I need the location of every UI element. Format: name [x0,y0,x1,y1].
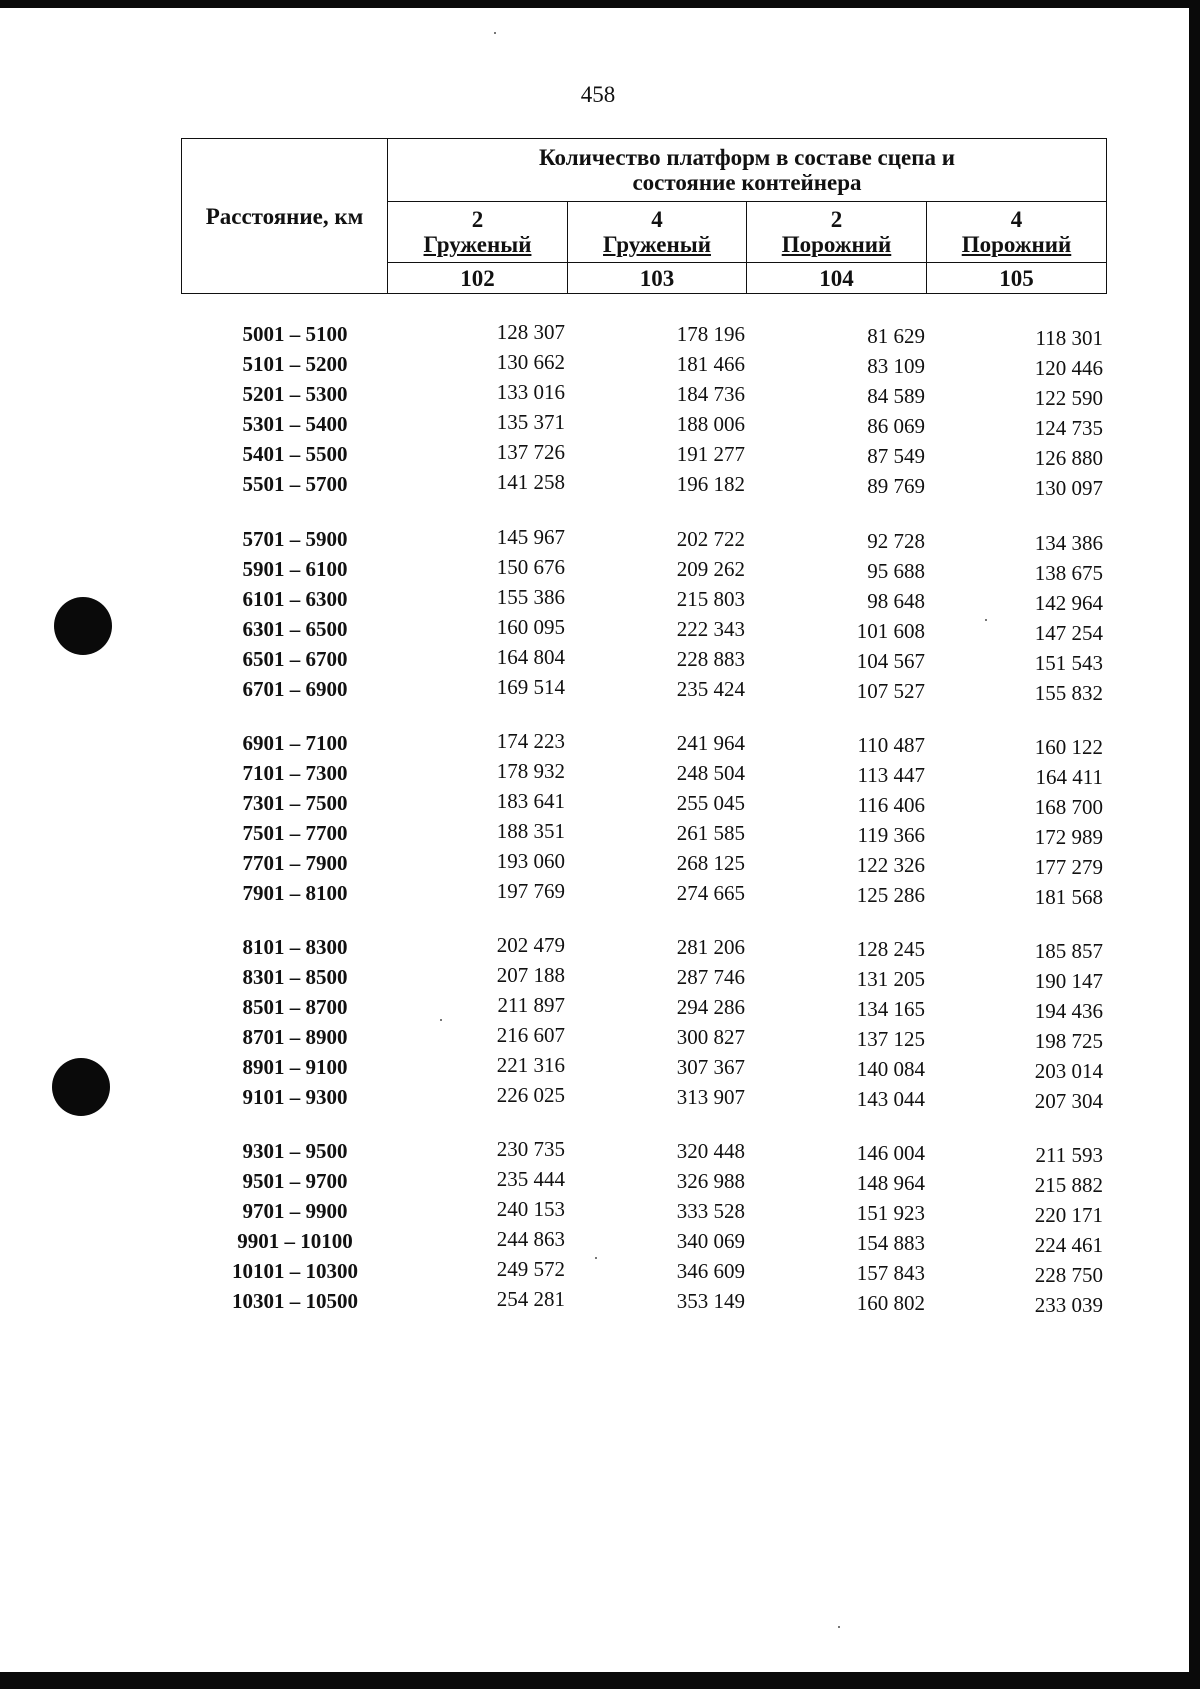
distance-range: 8901 – 9100 [242,1055,348,1079]
table-row [0,615,1189,643]
tariff-value-104: 98 648 [867,589,925,613]
table-row [0,525,1189,553]
distance-range: 5701 – 5900 [242,527,348,551]
tariff-value-105: 155 832 [1034,681,1103,705]
platform-count: 2 [830,207,843,232]
tariff-value-104: 87 549 [867,444,925,468]
tariff-value-105: 151 543 [1034,651,1103,675]
tariff-value-103: 294 286 [676,995,745,1019]
tariff-value-103: 326 988 [676,1169,745,1193]
tariff-value-104: 81 629 [867,324,925,348]
table-row [0,729,1189,757]
tariff-value-103: 255 045 [676,791,745,815]
tariff-value-105: 233 039 [1034,1293,1103,1317]
tariff-value-104: 154 883 [856,1231,925,1255]
column-code-105: 105 [927,263,1107,294]
distance-range: 8501 – 8700 [242,995,348,1019]
tariff-value-105: 130 097 [1034,476,1103,500]
tariff-value-102: 130 662 [496,350,565,374]
tariff-value-103: 274 665 [676,881,745,905]
table-row [0,470,1189,498]
platform-count: 4 [651,207,663,232]
tariff-value-105: 194 436 [1034,999,1103,1023]
distance-range: 5101 – 5200 [242,352,348,376]
tariff-value-103: 300 827 [676,1025,745,1049]
scan-speck [985,619,987,621]
table-row [0,350,1189,378]
table-row [0,1137,1189,1165]
tariff-value-105: 134 386 [1034,531,1103,555]
tariff-value-104: 140 084 [856,1057,925,1081]
punch-hole [52,1058,110,1116]
tariff-value-102: 240 153 [496,1197,565,1221]
punch-hole [54,597,112,655]
tariff-value-102: 216 607 [496,1023,565,1047]
distance-range: 6501 – 6700 [242,647,348,671]
tariff-value-103: 241 964 [676,731,745,755]
tariff-value-103: 248 504 [676,761,745,785]
tariff-value-102: 145 967 [496,525,565,549]
tariff-value-104: 83 109 [867,354,925,378]
table-row [0,1287,1189,1315]
distance-range: 7101 – 7300 [242,761,348,785]
tariff-value-103: 307 367 [676,1055,745,1079]
tariff-value-105: 168 700 [1034,795,1103,819]
tariff-value-102: 174 223 [496,729,565,753]
tariff-value-104: 122 326 [856,853,925,877]
tariff-value-104: 84 589 [867,384,925,408]
distance-range: 7701 – 7900 [242,851,348,875]
table-row [0,1167,1189,1195]
tariff-value-102: 128 307 [496,320,565,344]
tariff-value-103: 181 466 [676,352,745,376]
tariff-value-105: 172 989 [1034,825,1103,849]
tariff-value-104: 160 802 [856,1291,925,1315]
distance-range: 8301 – 8500 [242,965,348,989]
distance-range: 5901 – 6100 [242,557,348,581]
table-row [0,440,1189,468]
tariff-rows [0,8,1189,1672]
column-code-104: 104 [747,263,927,294]
table-row [0,993,1189,1021]
tariff-value-105: 120 446 [1034,356,1103,380]
tariff-value-102: 197 769 [496,879,565,903]
tariff-value-102: 193 060 [496,849,565,873]
table-row [0,1083,1189,1111]
tariff-value-102: 183 641 [496,789,565,813]
tariff-value-105: 147 254 [1034,621,1103,645]
table-row [0,963,1189,991]
distance-range: 9101 – 9300 [242,1085,348,1109]
tariff-value-105: 124 735 [1034,416,1103,440]
tariff-value-102: 160 095 [496,615,565,639]
tariff-value-104: 131 205 [856,967,925,991]
container-state: Груженый [423,232,532,257]
distance-range: 7901 – 8100 [242,881,348,905]
distance-range: 5301 – 5400 [242,412,348,436]
tariff-value-105: 118 301 [1035,326,1103,350]
tariff-value-104: 86 069 [867,414,925,438]
tariff-value-103: 281 206 [676,935,745,959]
tariff-value-104: 128 245 [856,937,925,961]
tariff-value-105: 198 725 [1034,1029,1103,1053]
distance-range: 8701 – 8900 [242,1025,348,1049]
tariff-value-102: 150 676 [496,555,565,579]
tariff-value-104: 95 688 [867,559,925,583]
tariff-value-103: 222 343 [676,617,745,641]
tariff-value-104: 134 165 [856,997,925,1021]
tariff-value-102: 226 025 [496,1083,565,1107]
table-row [0,1227,1189,1255]
container-state: Груженый [603,232,711,257]
tariff-value-103: 353 149 [676,1289,745,1313]
tariff-value-104: 151 923 [856,1201,925,1225]
tariff-value-102: 155 386 [496,585,565,609]
tariff-value-105: 228 750 [1034,1263,1103,1287]
table-row [0,933,1189,961]
table-row [0,380,1189,408]
tariff-value-102: 178 932 [496,759,565,783]
tariff-value-103: 287 746 [676,965,745,989]
container-state: Порожний [781,232,892,257]
platform-group-title: Количество платформ в составе сцепа и состояние контейнера [388,139,1107,202]
table-row [0,1023,1189,1051]
tariff-value-105: 177 279 [1034,855,1103,879]
container-state: Порожний [961,232,1072,257]
tariff-value-105: 224 461 [1034,1233,1103,1257]
table-row [0,879,1189,907]
column-code-102: 102 [388,263,568,294]
tariff-value-104: 113 447 [857,763,925,787]
tariff-value-104: 110 487 [857,733,925,757]
distance-range: 7301 – 7500 [242,791,348,815]
tariff-value-103: 340 069 [676,1229,745,1253]
tariff-value-105: 220 171 [1034,1203,1103,1227]
table-row [0,320,1189,348]
tariff-value-102: 141 258 [496,470,565,494]
tariff-value-104: 89 769 [867,474,925,498]
tariff-value-104: 119 366 [857,823,925,847]
tariff-value-104: 143 044 [856,1087,925,1111]
tariff-value-102: 133 016 [496,380,565,404]
tariff-value-105: 138 675 [1034,561,1103,585]
tariff-value-102: 188 351 [496,819,565,843]
tariff-value-104: 116 406 [857,793,925,817]
tariff-value-103: 333 528 [676,1199,745,1223]
distance-range: 10101 – 10300 [232,1259,358,1283]
tariff-value-105: 203 014 [1034,1059,1103,1083]
tariff-value-105: 164 411 [1035,765,1103,789]
tariff-value-103: 202 722 [676,527,745,551]
tariff-value-105: 185 857 [1034,939,1103,963]
tariff-value-102: 211 897 [497,993,565,1017]
tariff-value-104: 157 843 [856,1261,925,1285]
distance-range: 6901 – 7100 [242,731,348,755]
scan-speck [440,1019,442,1021]
tariff-value-104: 148 964 [856,1171,925,1195]
table-row [0,645,1189,673]
tariff-value-104: 101 608 [856,619,925,643]
tariff-value-102: 244 863 [496,1227,565,1251]
page-number: 458 [580,82,616,107]
scanned-page [0,8,1189,1672]
table-row [0,759,1189,787]
tariff-value-103: 346 609 [676,1259,745,1283]
tariff-value-103: 228 883 [676,647,745,671]
tariff-value-102: 254 281 [496,1287,565,1311]
tariff-value-103: 209 262 [676,557,745,581]
distance-column-header: Расстояние, км [182,139,388,294]
table-row [0,849,1189,877]
table-row [0,789,1189,817]
distance-range: 5001 – 5100 [242,322,348,346]
tariff-value-102: 137 726 [496,440,565,464]
distance-range: 6701 – 6900 [242,677,348,701]
tariff-value-104: 146 004 [856,1141,925,1165]
distance-range: 5201 – 5300 [242,382,348,406]
tariff-value-103: 178 196 [676,322,745,346]
tariff-value-102: 235 444 [496,1167,565,1191]
tariff-value-105: 207 304 [1034,1089,1103,1113]
platform-count: 2 [471,207,484,232]
table-row [0,675,1189,703]
tariff-value-104: 92 728 [867,529,925,553]
tariff-value-103: 184 736 [676,382,745,406]
distance-range: 10301 – 10500 [232,1289,358,1313]
tariff-value-105: 190 147 [1034,969,1103,993]
tariff-value-105: 215 882 [1034,1173,1103,1197]
distance-range: 6301 – 6500 [242,617,348,641]
tariff-value-103: 188 006 [676,412,745,436]
scan-speck [595,1257,597,1259]
tariff-value-102: 202 479 [496,933,565,957]
tariff-value-104: 107 527 [856,679,925,703]
tariff-value-103: 215 803 [676,587,745,611]
platform-count: 4 [1010,207,1023,232]
tariff-value-103: 313 907 [676,1085,745,1109]
tariff-value-103: 196 182 [676,472,745,496]
tariff-value-104: 137 125 [856,1027,925,1051]
table-row [0,819,1189,847]
tariff-value-103: 191 277 [676,442,745,466]
tariff-value-102: 169 514 [496,675,565,699]
tariff-value-105: 122 590 [1034,386,1103,410]
tariff-value-104: 104 567 [856,649,925,673]
tariff-value-105: 126 880 [1034,446,1103,470]
table-row [0,1197,1189,1225]
tariff-value-103: 235 424 [676,677,745,701]
tariff-value-105: 142 964 [1034,591,1103,615]
distance-range: 9501 – 9700 [242,1169,348,1193]
tariff-value-102: 249 572 [496,1257,565,1281]
table-row [0,555,1189,583]
tariff-value-102: 135 371 [496,410,565,434]
column-code-103: 103 [568,263,747,294]
table-row [0,1053,1189,1081]
tariff-value-105: 211 593 [1035,1143,1103,1167]
tariff-value-103: 320 448 [676,1139,745,1163]
table-row [0,1257,1189,1285]
tariff-value-104: 125 286 [856,883,925,907]
scan-speck [494,32,496,34]
tariff-value-102: 164 804 [496,645,565,669]
tariff-value-102: 230 735 [496,1137,565,1161]
distance-range: 7501 – 7700 [242,821,348,845]
table-row [0,585,1189,613]
tariff-value-102: 207 188 [496,963,565,987]
distance-range: 5501 – 5700 [242,472,348,496]
table-row [0,410,1189,438]
tariff-value-105: 181 568 [1034,885,1103,909]
tariff-value-103: 268 125 [676,851,745,875]
tariff-value-105: 160 122 [1034,735,1103,759]
distance-range: 5401 – 5500 [242,442,348,466]
distance-range: 8101 – 8300 [242,935,348,959]
distance-range: 6101 – 6300 [242,587,348,611]
tariff-value-103: 261 585 [676,821,745,845]
tariff-value-102: 221 316 [496,1053,565,1077]
distance-range: 9301 – 9500 [242,1139,348,1163]
distance-range: 9901 – 10100 [237,1229,353,1253]
scan-speck [838,1626,840,1628]
distance-range: 9701 – 9900 [242,1199,348,1223]
